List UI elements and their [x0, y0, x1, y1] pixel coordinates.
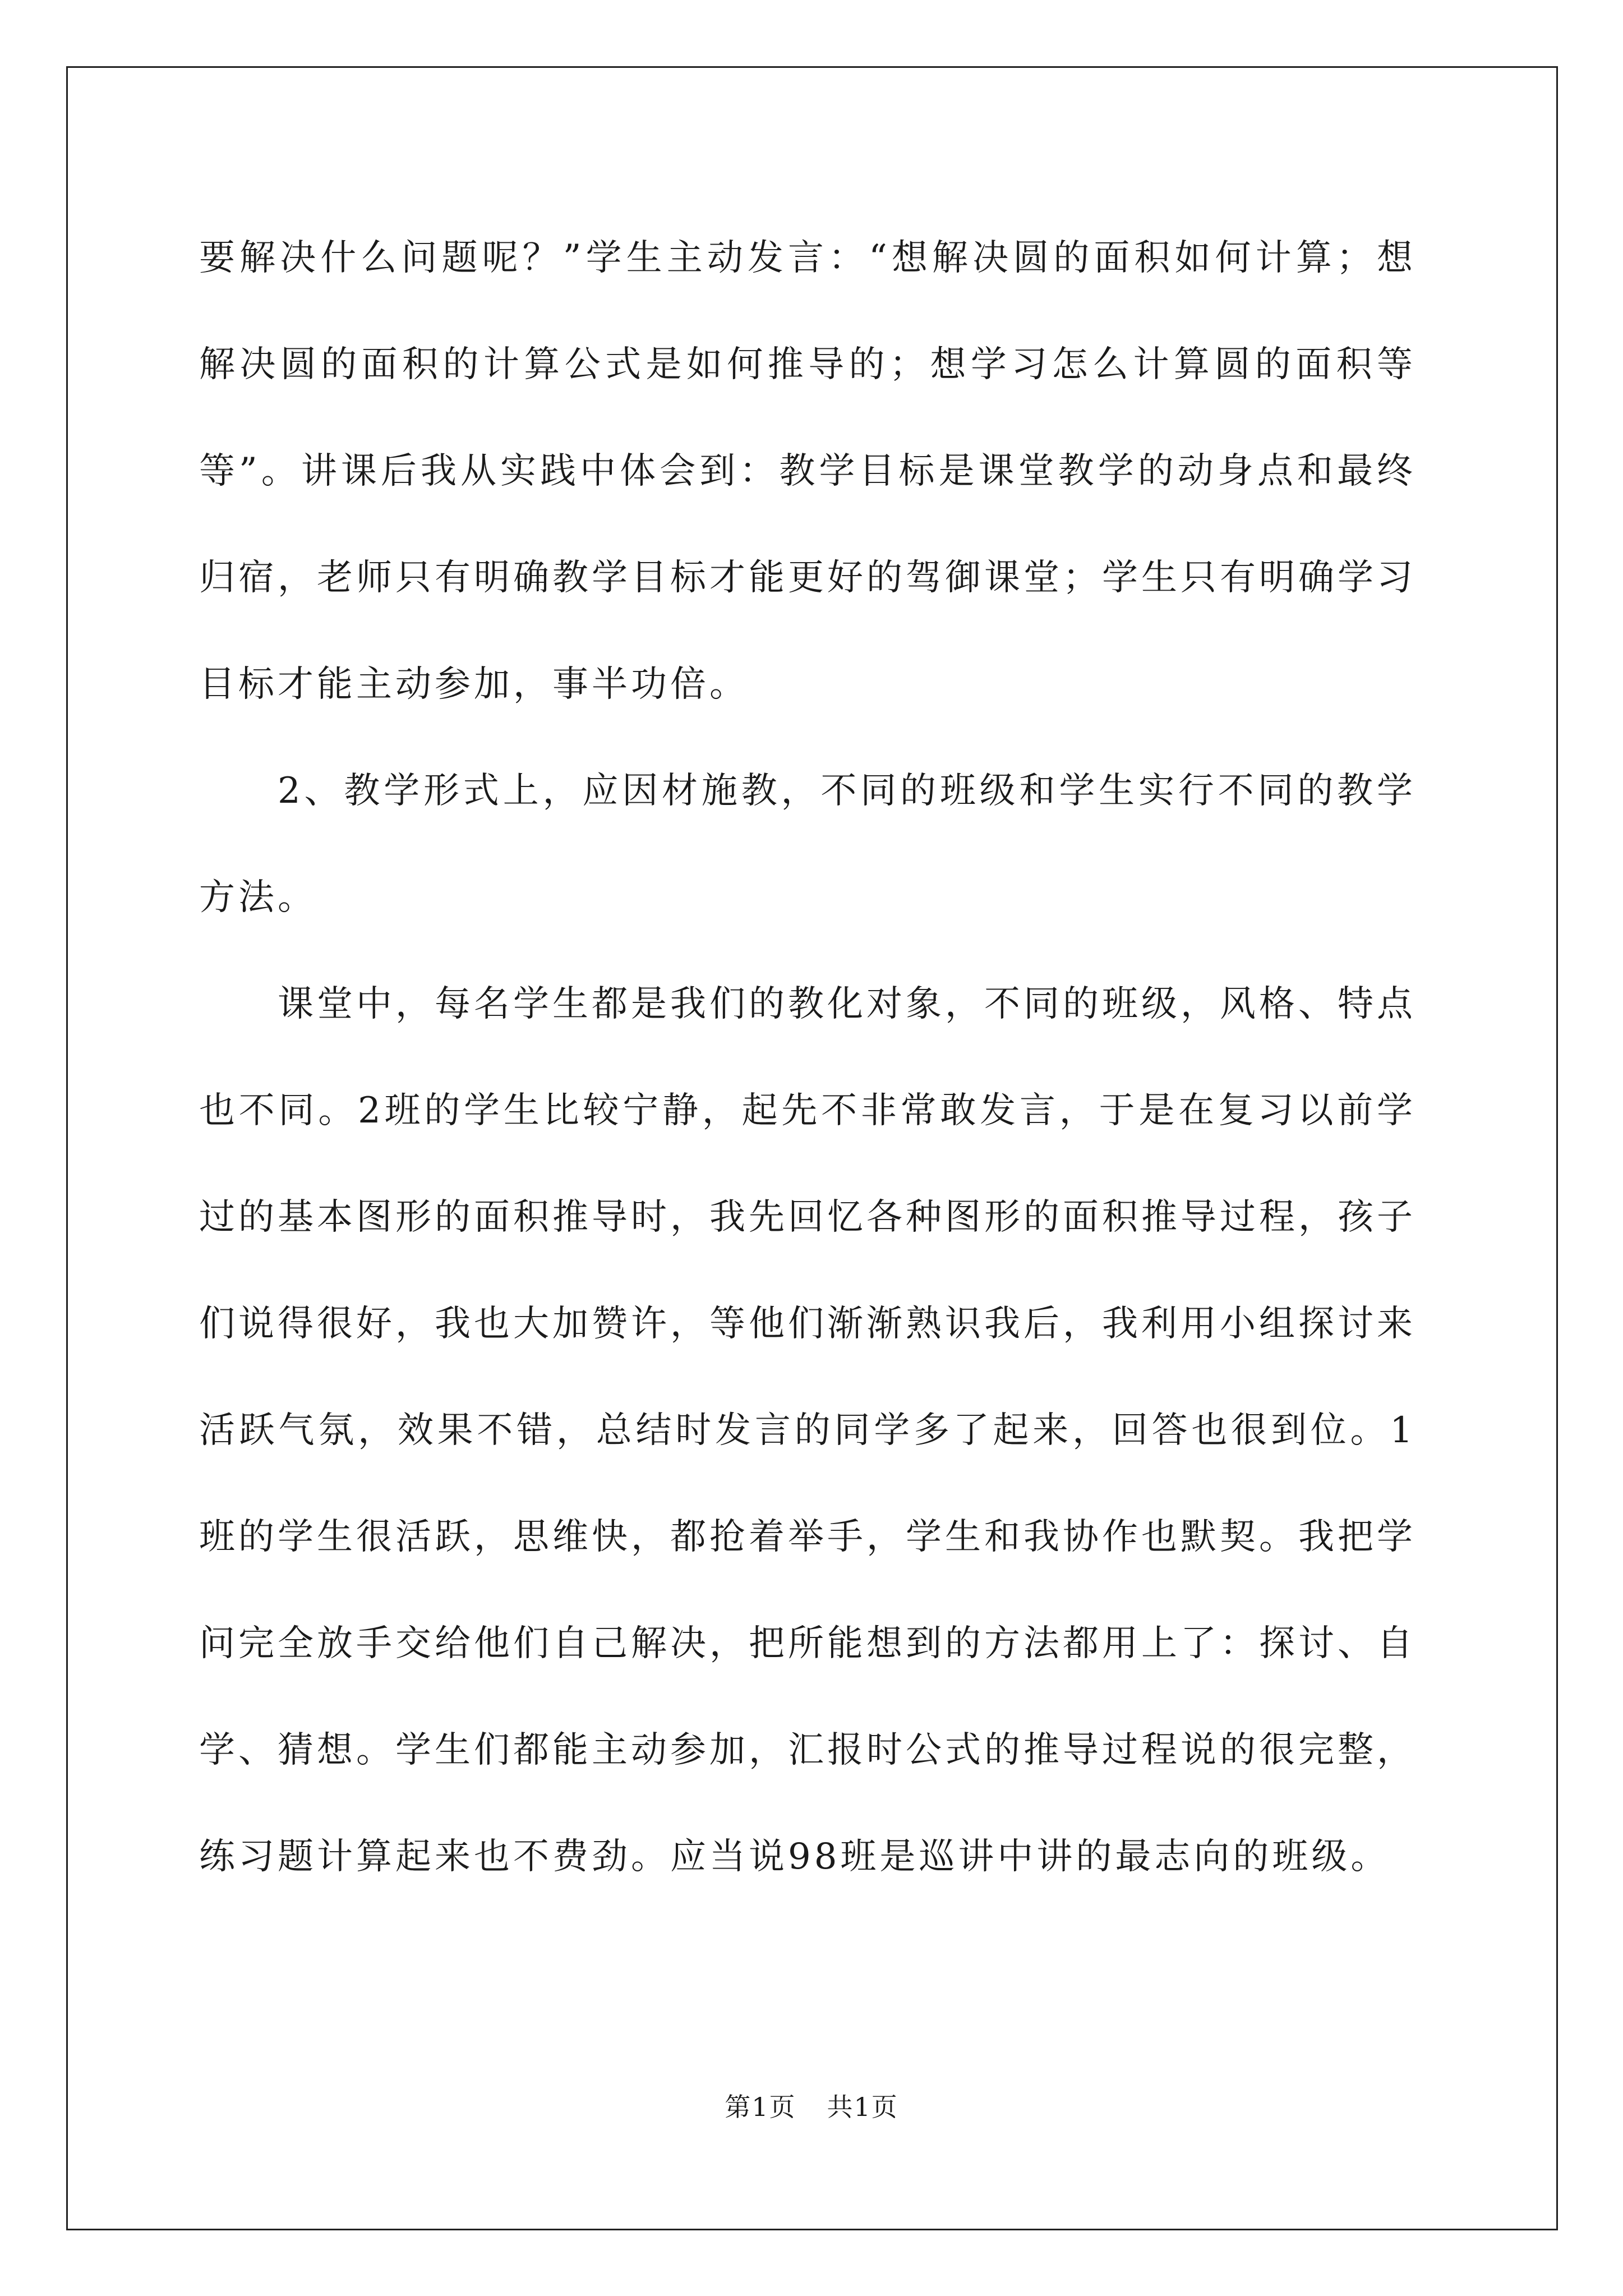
paragraph-2: 2、教学形式上，应因材施教，不同的班级和学生实行不同的教学方法。 [199, 770, 1416, 918]
page-number-current: 第1页 [725, 2092, 796, 2122]
page-footer [0, 2087, 1623, 2124]
page-number-total: 共1页 [827, 2092, 898, 2122]
paragraph-1: 要解决什么问题呢？”学生主动发言：“想解决圆的面积如何计算；想解决圆的面积的计算公式是如何推导的；想学习怎么计算圆的面积等等”。讲课后我从实践中体会到：教学目标是课堂教学的动身点和最终归宿，老师只有明确教学目标才能更好的驾御课堂；学生只有明确学习目标才能主动参加，事半功倍。 [199, 237, 1416, 705]
paragraph-3: 课堂中，每名学生都是我们的教化对象，不同的班级，风格、特点也不同。2班的学生比较宁静，起先不非常敢发言，于是在复习以前学过的基本图形的面积推导时，我先回忆各种图形的面积推导过程，孩子们说得很好，我也大加赞许，等他们渐渐熟识我后，我利用小组探讨来活跃气氛，效果不错，总结时发言的同学多了起来，回答也很到位。1班的学生很活跃，思维快，都抢着举手，学生和我协作也默契。我把学问完全放手交给他们自己解决，把所能想到的方法都用上了：探讨、自学、猜想。学生们都能主动参加，汇报时公式的推导过程说的很完整，练习题计算起来也不费劲。应当说98班是巡讲中讲的最志向的班级。 [199, 983, 1416, 1878]
document-body [199, 205, 1416, 1910]
